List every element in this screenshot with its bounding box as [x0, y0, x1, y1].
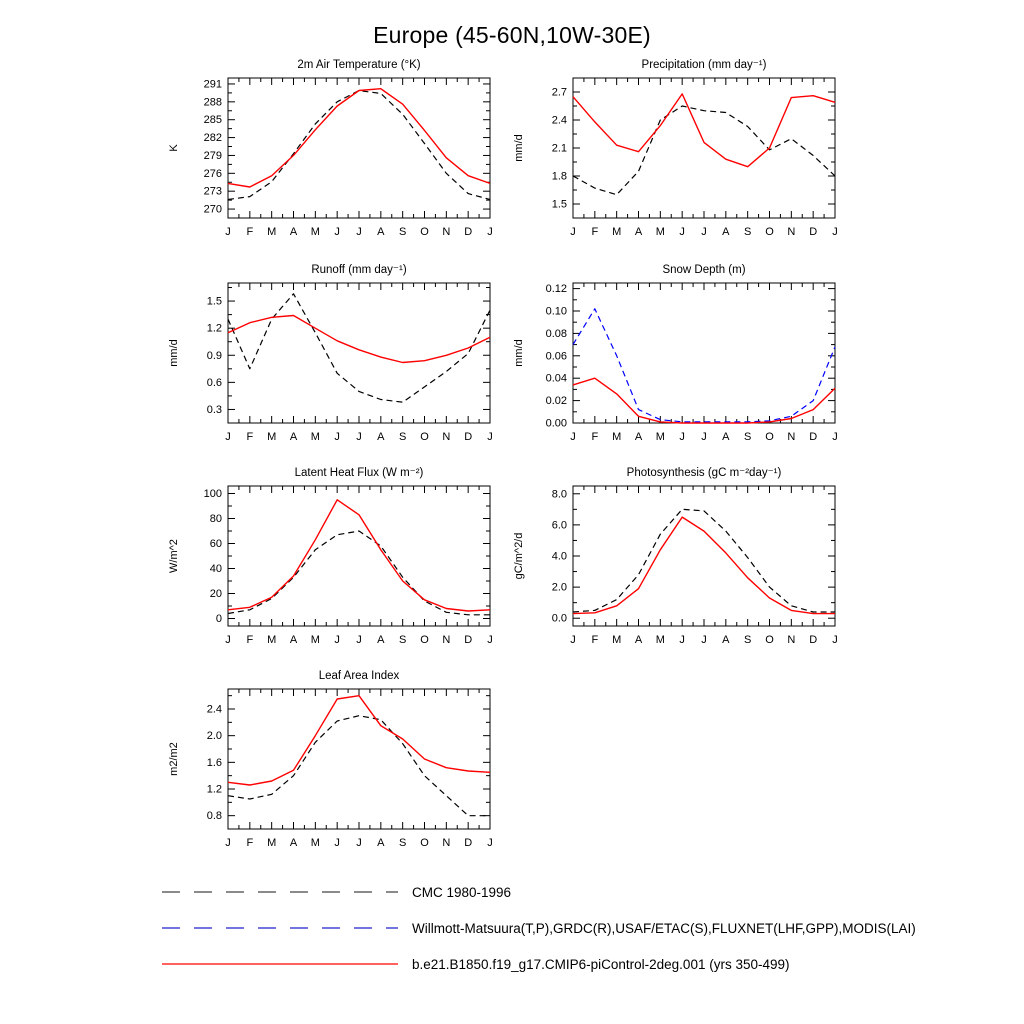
chart-leaf-area-index [150, 667, 510, 867]
chart-canvas [495, 56, 855, 256]
chart-canvas [150, 261, 510, 461]
plot-frame [573, 78, 835, 218]
x-tick-label: O [765, 431, 774, 443]
series-model [228, 89, 490, 187]
chart-snow-depth [495, 261, 855, 461]
x-tick-label: F [246, 431, 254, 443]
y-axis-label: m2/m2 [168, 742, 180, 776]
x-tick-label: M [310, 226, 320, 238]
chart-title: Precipitation (mm day⁻¹) [641, 59, 767, 71]
x-tick-label: F [246, 634, 254, 646]
chart-canvas [495, 464, 855, 664]
x-tick-label: O [420, 226, 429, 238]
x-tick-label: N [787, 634, 796, 646]
chart-canvas [150, 56, 510, 256]
x-tick-label: O [420, 837, 429, 849]
x-tick-label: M [267, 837, 277, 849]
legend-row-model [160, 946, 916, 982]
x-tick-label: D [809, 431, 818, 443]
x-tick-label: M [310, 431, 320, 443]
y-tick-label: 276 [203, 167, 222, 180]
legend-label-model: b.e21.B1850.f19_g17.CMIP6-piControl-2deg.001 (yrs 350-499) [412, 956, 790, 972]
x-tick-label: M [310, 634, 320, 646]
legend-label-cmc: CMC 1980-1996 [412, 884, 512, 900]
y-tick-label: 0.04 [545, 372, 567, 385]
y-tick-label: 0.12 [545, 283, 567, 296]
y-tick-label: 279 [203, 149, 222, 162]
x-tick-label: J [334, 634, 340, 646]
x-tick-label: D [809, 634, 818, 646]
x-tick-label: J [334, 431, 340, 443]
y-tick-label: 0.8 [206, 810, 222, 823]
x-tick-label: J [487, 837, 493, 849]
y-tick-label: 2.0 [206, 730, 222, 743]
x-tick-label: J [679, 226, 685, 238]
x-tick-label: J [570, 226, 576, 238]
x-tick-label: A [289, 837, 298, 849]
x-tick-label: S [398, 837, 407, 849]
y-tick-label: 273 [203, 185, 222, 198]
y-tick-label: 0.00 [545, 417, 567, 430]
y-tick-label: 60 [209, 538, 222, 550]
x-tick-label: J [356, 837, 362, 849]
y-axis-label: gC/m^2/d [513, 532, 525, 580]
x-tick-label: F [591, 634, 599, 646]
x-tick-label: F [246, 226, 254, 238]
y-tick-label: 2.1 [551, 142, 567, 155]
y-tick-label: 0.6 [206, 376, 222, 389]
x-tick-label: A [377, 431, 385, 443]
y-tick-label: 6.0 [551, 519, 567, 532]
y-tick-label: 1.5 [551, 198, 567, 211]
x-tick-label: S [398, 226, 407, 238]
x-tick-label: J [701, 634, 707, 646]
series-model [573, 517, 835, 614]
chart-photosynthesis [495, 464, 855, 664]
chart-title: Photosynthesis (gC m⁻²day⁻¹) [626, 467, 782, 479]
x-tick-label: N [442, 634, 451, 646]
x-tick-label: J [487, 226, 493, 238]
x-tick-label: F [591, 226, 599, 238]
legend-row-obs [160, 910, 916, 946]
x-tick-label: S [398, 634, 407, 646]
x-tick-label: J [225, 634, 231, 646]
y-tick-label: 1.2 [206, 783, 222, 796]
x-tick-label: M [655, 634, 665, 646]
x-tick-label: N [787, 431, 796, 443]
y-tick-label: 8.0 [551, 488, 567, 501]
x-tick-label: J [832, 431, 838, 443]
y-tick-label: 2.7 [551, 86, 567, 99]
y-tick-label: 0.0 [551, 612, 567, 625]
chart-title: 2m Air Temperature (°K) [297, 59, 421, 71]
plot-frame [573, 486, 835, 626]
x-tick-label: M [612, 634, 622, 646]
x-tick-label: J [832, 226, 838, 238]
x-tick-label: N [442, 837, 451, 849]
x-tick-label: S [743, 226, 752, 238]
y-tick-label: 0.06 [545, 350, 567, 363]
series-obs [228, 294, 490, 402]
legend-label-obs: Willmott-Matsuura(T,P),GRDC(R),USAF/ETAC(S),FLUXNET(LHF,GPP),MODIS(LAI) [412, 920, 916, 936]
x-tick-label: J [570, 634, 576, 646]
y-tick-label: 291 [203, 78, 222, 91]
chart-canvas [150, 464, 510, 664]
x-tick-label: N [442, 431, 451, 443]
x-tick-label: M [267, 634, 277, 646]
y-tick-label: 1.2 [206, 322, 222, 335]
y-tick-label: 40 [209, 563, 222, 575]
x-tick-label: J [487, 634, 493, 646]
legend-solid-line-icon [160, 957, 400, 971]
y-tick-label: 0.3 [206, 403, 222, 416]
x-tick-label: J [225, 837, 231, 849]
y-axis-label: mm/d [513, 134, 525, 162]
plot-frame [228, 486, 490, 626]
y-axis-label: mm/d [513, 339, 525, 367]
x-tick-label: J [334, 837, 340, 849]
series-model [228, 500, 490, 611]
x-tick-label: A [377, 634, 385, 646]
chart-2m-air-temperature [150, 56, 510, 256]
chart-latent-heat-flux [150, 464, 510, 664]
x-tick-label: M [655, 226, 665, 238]
y-tick-label: 1.5 [206, 295, 222, 308]
plot-frame [228, 689, 490, 829]
chart-title: Leaf Area Index [318, 670, 400, 682]
y-tick-label: 0.9 [206, 349, 222, 362]
y-tick-label: 1.6 [206, 756, 222, 769]
chart-title: Snow Depth (m) [662, 264, 746, 276]
x-tick-label: A [289, 634, 298, 646]
x-tick-label: J [679, 431, 685, 443]
y-tick-label: 100 [203, 488, 222, 500]
y-tick-label: 2.4 [551, 114, 567, 127]
series-model [228, 696, 490, 785]
x-tick-label: A [377, 226, 385, 238]
x-tick-label: D [464, 634, 473, 646]
series-obs [573, 509, 835, 612]
x-tick-label: M [612, 226, 622, 238]
y-tick-label: 0.08 [545, 327, 567, 340]
x-tick-label: A [634, 634, 643, 646]
x-tick-label: J [334, 226, 340, 238]
x-tick-label: J [701, 431, 707, 443]
x-tick-label: F [246, 837, 254, 849]
x-tick-label: A [722, 226, 730, 238]
x-tick-label: N [787, 226, 796, 238]
x-tick-label: F [591, 431, 599, 443]
series-obs [228, 91, 490, 200]
x-tick-label: A [722, 431, 730, 443]
series-obs [228, 531, 490, 615]
legend [160, 874, 916, 982]
y-tick-label: 285 [203, 114, 222, 127]
y-tick-label: 0.02 [545, 395, 567, 408]
x-tick-label: M [310, 837, 320, 849]
x-tick-label: A [289, 431, 298, 443]
x-tick-label: D [464, 837, 473, 849]
x-tick-label: J [832, 634, 838, 646]
series-model [228, 316, 490, 363]
y-axis-label: K [168, 144, 180, 152]
x-tick-label: J [679, 634, 685, 646]
x-tick-label: M [655, 431, 665, 443]
x-tick-label: J [225, 226, 231, 238]
x-tick-label: J [356, 431, 362, 443]
y-tick-label: 0 [215, 613, 222, 625]
legend-dashed-line-icon [160, 885, 400, 899]
y-tick-label: 0.10 [545, 305, 567, 318]
x-tick-label: J [356, 634, 362, 646]
x-tick-label: A [634, 431, 643, 443]
plot-frame [228, 78, 490, 218]
x-tick-label: M [267, 226, 277, 238]
plot-frame [228, 283, 490, 423]
x-tick-label: J [487, 431, 493, 443]
y-tick-label: 80 [209, 513, 222, 525]
legend-dashed-line-icon [160, 921, 400, 935]
chart-canvas [495, 261, 855, 461]
series-obs [573, 106, 835, 195]
x-tick-label: O [420, 431, 429, 443]
x-tick-label: D [464, 226, 473, 238]
x-tick-label: N [442, 226, 451, 238]
y-tick-label: 2.0 [551, 581, 567, 594]
series-obs [573, 309, 835, 422]
x-tick-label: S [398, 431, 407, 443]
y-axis-label: mm/d [168, 339, 180, 367]
x-tick-label: S [743, 634, 752, 646]
x-tick-label: J [570, 431, 576, 443]
x-tick-label: J [701, 226, 707, 238]
y-tick-label: 270 [203, 203, 222, 216]
x-tick-label: D [464, 431, 473, 443]
x-tick-label: M [267, 431, 277, 443]
x-tick-label: O [765, 226, 774, 238]
x-tick-label: A [289, 226, 298, 238]
chart-runoff [150, 261, 510, 461]
y-tick-label: 282 [203, 132, 222, 145]
x-tick-label: D [809, 226, 818, 238]
chart-canvas [150, 667, 510, 867]
chart-title: Runoff (mm day⁻¹) [311, 264, 407, 276]
x-tick-label: S [743, 431, 752, 443]
chart-title: Latent Heat Flux (W m⁻²) [294, 467, 424, 479]
x-tick-label: O [765, 634, 774, 646]
x-tick-label: J [225, 431, 231, 443]
y-tick-label: 4.0 [551, 550, 567, 563]
page-title: Europe (45-60N,10W-30E) [373, 22, 651, 48]
x-tick-label: J [356, 226, 362, 238]
y-tick-label: 2.4 [206, 703, 222, 716]
y-tick-label: 20 [209, 588, 222, 600]
x-tick-label: A [377, 837, 385, 849]
series-obs [228, 716, 490, 816]
x-tick-label: A [634, 226, 643, 238]
y-tick-label: 288 [203, 96, 222, 109]
x-tick-label: M [612, 431, 622, 443]
y-tick-label: 1.8 [551, 170, 567, 183]
x-tick-label: A [722, 634, 730, 646]
chart-precipitation [495, 56, 855, 256]
legend-row-cmc [160, 874, 916, 910]
x-tick-label: O [420, 634, 429, 646]
plot-frame [573, 283, 835, 423]
y-axis-label: W/m^2 [168, 539, 180, 573]
series-model [573, 94, 835, 167]
